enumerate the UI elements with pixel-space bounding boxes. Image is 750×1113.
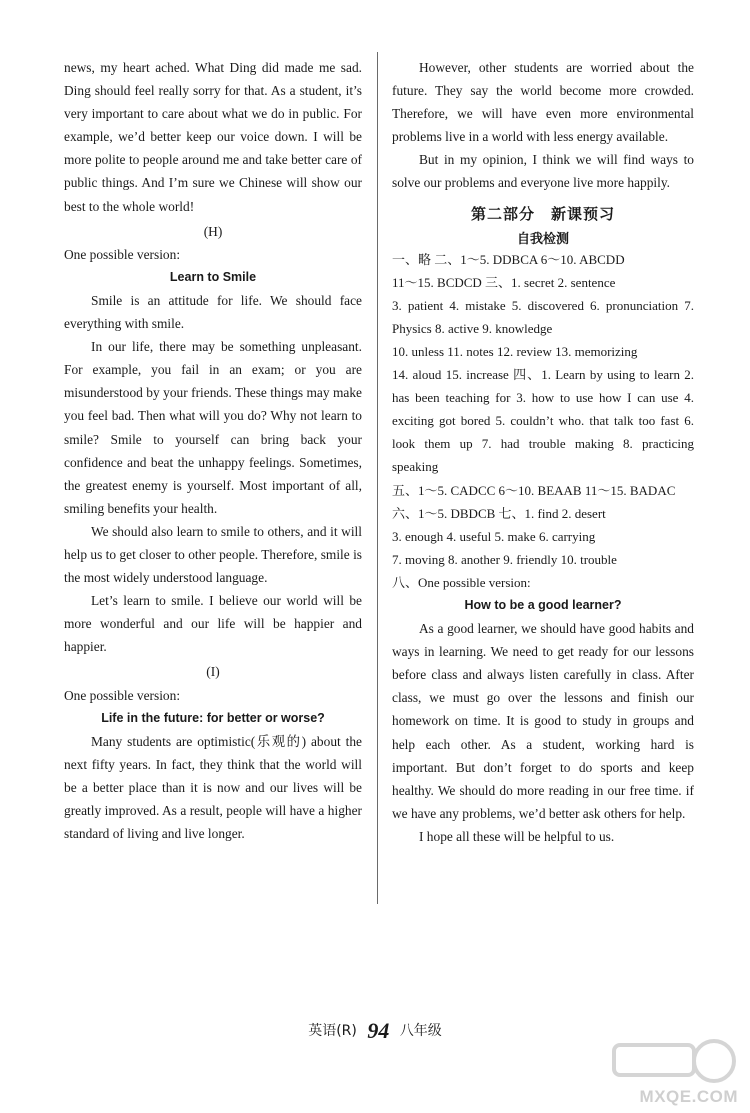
paragraph: However, other students are worried about the future. They say the world become more crowded. Therefore, we will have even more environmental problems live in a world with less energy available. <box>392 60 694 145</box>
paragraph: I hope all these will be helpful to us. <box>419 828 615 844</box>
footer-subject: 英语(R) <box>308 1023 357 1039</box>
part-two-heading <box>392 203 694 224</box>
part-two-label: 第二部分 <box>470 204 535 223</box>
answer-line: 11～15. BCDCD 三、1. secret 2. sentence <box>392 274 616 290</box>
preview-label: 新课预习 <box>551 204 616 223</box>
answer-line: 六、1～5. DBDCB 七、1. find 2. desert <box>392 505 606 521</box>
section-label-h: (H) <box>203 223 223 239</box>
answer-line: 7. moving 8. another 9. friendly 10. trouble <box>392 551 617 567</box>
answer-line: 14. aloud 15. increase 四、1. Learn by using to learn 2. has been teaching for 3. how to use how I can use 4. exciting got bored 5. couldn’t who. that talk too fast 6. look them up 7. had trouble making 8. practicing speaking <box>392 367 694 475</box>
paragraph: As a good learner, we should have good habits and ways in learning. We need to get ready for our lessons before class and always listen carefully in class. After class, we must go over the lessons and finish our homework on time. It is good to study in groups and help each other. As a student, working hard is important. But don’t forget to do sports and keep healthy. We should do more reading in our free time. if we have any problems, we’d better ask others for help. <box>392 621 694 821</box>
essay-title-smile: Learn to Smile <box>169 269 257 284</box>
answer-line: 一、略 二、1～5. DDBCA 6～10. ABCDD <box>392 251 625 267</box>
essay-title-learner: How to be a good learner? <box>464 597 622 612</box>
version-intro: One possible version: <box>64 687 181 703</box>
watermark-text: MXQE.COM <box>639 1087 738 1106</box>
answer-line: 10. unless 11. notes 12. review 13. memorizing <box>392 343 638 359</box>
answer-line: 八、One possible version: <box>392 574 531 590</box>
paragraph: news, my heart ached. What Ding did made me sad. Ding should feel really sorry for that. As a student, it’s very important to care about what we do in public. For example, we’d better keep our voice down. I will be more polite to people around me and take better care of public things. And I’m sure we Chinese will show our best to the whole world! <box>64 60 362 214</box>
answer-line: 3. patient 4. mistake 5. discovered 6. pronunciation 7. Physics 8. active 9. knowledge <box>392 297 694 336</box>
footer-grade: 八年级 <box>399 1023 442 1039</box>
paragraph: In our life, there may be something unpleasant. For example, you fail in an exam; or you are misunderstood by your friends. These things may make you feel bad. Then what will you do? Why not learn to smile? Smile to yourself can bring back your confidence and beat the unhappy feelings. Sometimes, the greatest enemy is yourself. Most important of all, smiling benefits your health. <box>64 339 362 516</box>
paragraph: Smile is an attitude for life. We should face everything with smile. <box>64 292 362 332</box>
column-divider <box>377 52 378 904</box>
paragraph: Let’s learn to smile. I believe our world will be more wonderful and our life will be happier and happier. <box>64 593 362 655</box>
essay-title-future: Life in the future: for better or worse? <box>101 710 325 725</box>
answer-line: 五、1～5. CADCC 6～10. BEAAB 11～15. BADAC <box>392 482 676 498</box>
paragraph: But in my opinion, I think we will find ways to solve our problems and everyone live more happily. <box>392 152 694 191</box>
answer-key <box>392 248 694 594</box>
left-column <box>64 56 362 845</box>
page-number: 94 <box>367 1018 390 1043</box>
paragraph: We should also learn to smile to others, and it will help us to get closer to other people. Therefore, smile is the most widely understood language. <box>64 523 362 586</box>
watermark-logo <box>594 1035 744 1107</box>
answer-line: 3. enough 4. useful 5. make 6. carrying <box>392 528 596 544</box>
right-column <box>392 56 694 848</box>
self-check-heading: 自我检测 <box>516 231 569 247</box>
paragraph: Many students are optimistic(乐观的) about the next fifty years. In fact, they think that the world will be a better place than it is now and our lives will be greatly improved. As a result, people will have a higher standard of living and live longer. <box>64 733 362 842</box>
version-intro: One possible version: <box>64 246 181 262</box>
section-label-i: (I) <box>206 664 220 680</box>
